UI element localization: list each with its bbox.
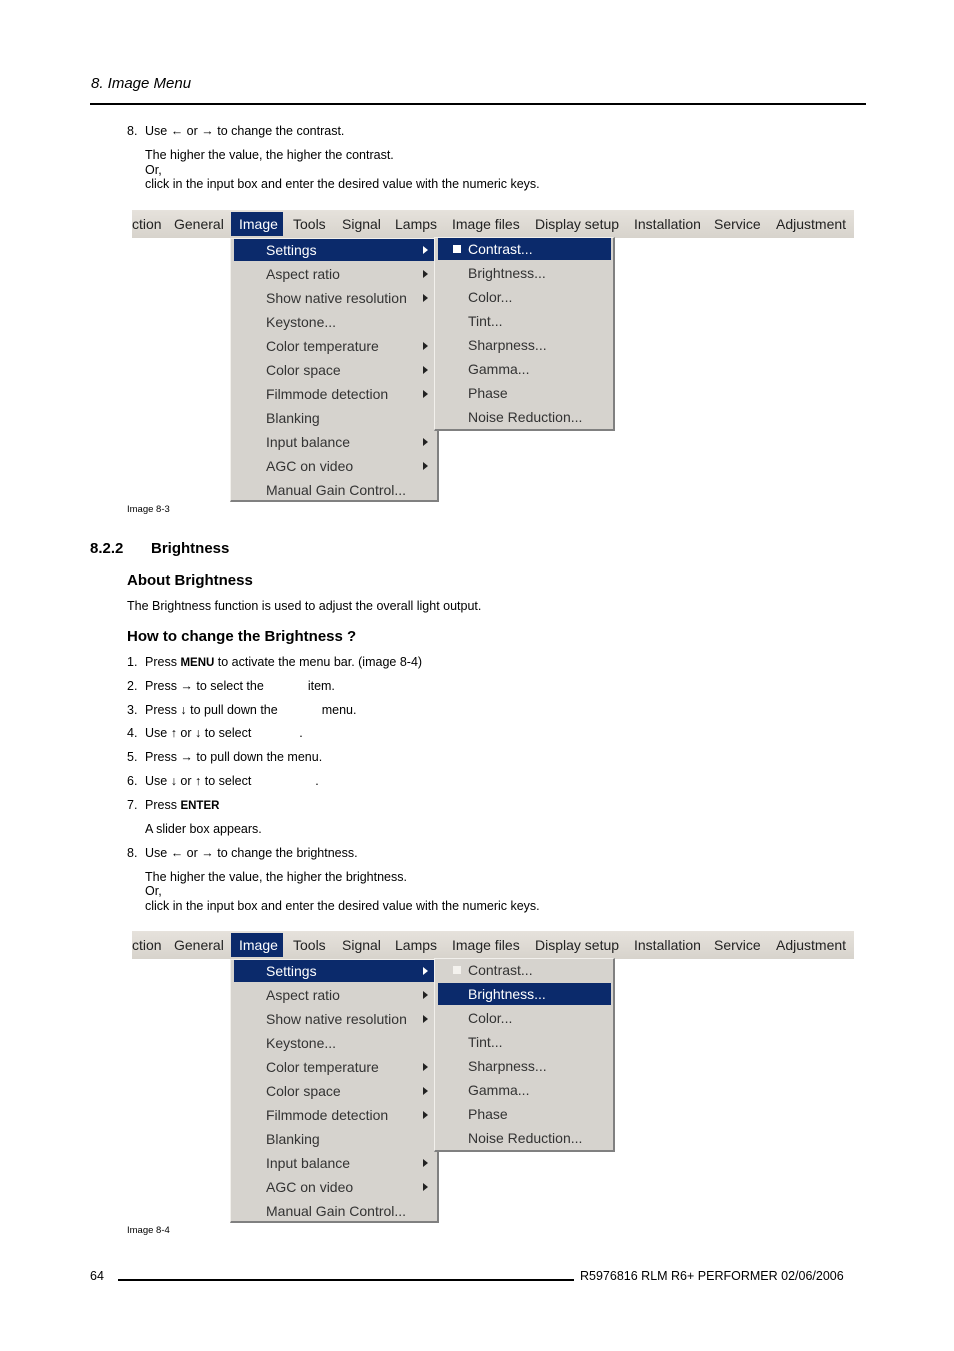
menu-item-aspect-ratio[interactable]: Aspect ratio xyxy=(234,263,434,285)
key-enter: ENTER xyxy=(180,800,220,812)
menu-item-color-temperature[interactable]: Color temperature xyxy=(234,335,434,357)
step-number: 8. xyxy=(127,124,138,138)
submenu-arrow-icon xyxy=(423,342,428,350)
step-4-text: Use ↑ or ↓ to select . xyxy=(145,726,303,740)
brightness-note-3: click in the input box and enter the desired value with the numeric keys. xyxy=(145,899,540,913)
image-caption: Image 8-3 xyxy=(127,504,170,515)
menu-screenshot-brightness xyxy=(132,931,854,1231)
menu-item-settings[interactable]: Settings xyxy=(234,239,434,261)
menubar-item-image-files[interactable]: Image files xyxy=(452,937,520,953)
menubar-item-installation[interactable]: Installation xyxy=(634,937,701,953)
submenu-item-sharpness[interactable]: Sharpness... xyxy=(468,1058,547,1074)
menu-screenshot-contrast xyxy=(132,210,854,510)
step-number: 3. xyxy=(127,703,138,717)
menubar-item-image[interactable] xyxy=(231,933,283,957)
menu-item-blanking[interactable]: Blanking xyxy=(266,410,320,426)
menubar-item-display-setup[interactable]: Display setup xyxy=(535,216,620,232)
step-7-text: Press ENTER xyxy=(145,798,220,812)
menu-bar xyxy=(132,210,854,238)
menu-item-manual-gain-control[interactable]: Manual Gain Control... xyxy=(266,1203,407,1219)
menubar-item-service[interactable]: Service xyxy=(714,937,761,953)
submenu-arrow-icon xyxy=(423,294,428,302)
submenu-arrow-icon xyxy=(423,462,428,470)
menubar-item-signal[interactable]: Signal xyxy=(342,937,381,953)
submenu-arrow-icon xyxy=(423,366,428,374)
menubar-item-action[interactable]: ction xyxy=(132,216,162,232)
menu-item-input-balance[interactable]: Input balance xyxy=(234,431,434,453)
step-number: 5. xyxy=(127,750,138,764)
section-number: 8.2.2 xyxy=(90,540,124,557)
menu-item-color-space[interactable]: Color space xyxy=(234,1080,434,1102)
menu-item-filmmode-detection[interactable]: Filmmode detection xyxy=(234,383,434,405)
menu-item-color-temperature[interactable]: Color temperature xyxy=(234,1056,434,1078)
menu-item-aspect-ratio[interactable]: Aspect ratio xyxy=(234,984,434,1006)
step-number: 7. xyxy=(127,798,138,812)
menu-item-agc-on-video[interactable]: AGC on video xyxy=(234,455,434,477)
selected-bullet-icon xyxy=(453,245,461,253)
submenu-item-tint[interactable]: Tint... xyxy=(468,313,503,329)
submenu-item-sharpness[interactable]: Sharpness... xyxy=(468,337,547,353)
submenu-item-gamma[interactable]: Gamma... xyxy=(468,1082,530,1098)
menu-item-agc-on-video[interactable]: AGC on video xyxy=(234,1176,434,1198)
menubar-item-lamps[interactable]: Lamps xyxy=(395,216,438,232)
menu-item-filmmode-detection[interactable]: Filmmode detection xyxy=(234,1104,434,1126)
submenu-item-noise-reduction[interactable]: Noise Reduction... xyxy=(468,409,583,425)
howto-heading: How to change the Brightness ? xyxy=(127,628,357,645)
slider-note: A slider box appears. xyxy=(145,822,262,836)
menu-item-keystone[interactable]: Keystone... xyxy=(266,314,337,330)
brightness-note-2: Or, xyxy=(145,884,162,898)
step-2-text: Press → to select the item. xyxy=(145,679,335,693)
submenu-arrow-icon xyxy=(423,1159,428,1167)
submenu-arrow-icon xyxy=(423,991,428,999)
about-text: The Brightness function is used to adjust the overall light output. xyxy=(127,599,482,613)
submenu-arrow-icon xyxy=(423,1015,428,1023)
step-number: 6. xyxy=(127,774,138,788)
submenu-arrow-icon xyxy=(423,270,428,278)
submenu-item-phase[interactable]: Phase xyxy=(468,1106,508,1122)
submenu-item-phase[interactable]: Phase xyxy=(468,385,508,401)
submenu-item-contrast[interactable]: Contrast... xyxy=(438,959,611,981)
menubar-item-image-files[interactable]: Image files xyxy=(452,216,520,232)
submenu-arrow-icon xyxy=(423,1087,428,1095)
submenu-arrow-icon xyxy=(423,390,428,398)
section-title: Brightness xyxy=(151,540,230,557)
step-3-text: Press ↓ to pull down the menu. xyxy=(145,703,357,717)
menubar-item-adjustment[interactable]: Adjustment xyxy=(776,937,847,953)
menubar-item-tools[interactable]: Tools xyxy=(293,937,326,953)
step-1-text: Press MENU to activate the menu bar. (image 8-4) xyxy=(145,655,423,669)
menubar-item-image-label: Image xyxy=(239,216,278,232)
menubar-item-adjustment[interactable]: Adjustment xyxy=(776,216,847,232)
submenu-item-gamma[interactable]: Gamma... xyxy=(468,361,530,377)
menubar-item-display-setup[interactable]: Display setup xyxy=(535,937,620,953)
step-text: Use ← or → to change the contrast. xyxy=(145,124,345,138)
step-number: 8. xyxy=(127,846,138,860)
step-6-text: Use ↓ or ↑ to select . xyxy=(145,774,319,788)
submenu-item-color[interactable]: Color... xyxy=(468,289,513,305)
submenu-item-brightness[interactable]: Brightness... xyxy=(468,265,546,281)
submenu-arrow-icon xyxy=(423,246,428,254)
step-number: 1. xyxy=(127,655,138,669)
menubar-item-image-label: Image xyxy=(239,937,278,953)
menubar-item-general[interactable]: General xyxy=(174,216,224,232)
submenu-item-tint[interactable]: Tint... xyxy=(468,1034,503,1050)
submenu-item-color[interactable]: Color... xyxy=(468,1010,513,1026)
menu-item-show-native-resolution[interactable]: Show native resolution xyxy=(234,1008,434,1030)
step-8-text: Use ← or → to change the brightness. xyxy=(145,846,358,860)
chapter-title: 8. Image Menu xyxy=(91,75,192,92)
submenu-item-contrast[interactable]: Contrast... xyxy=(438,238,611,260)
step-number: 2. xyxy=(127,679,138,693)
step-number: 4. xyxy=(127,726,138,740)
menu-bar xyxy=(132,931,854,959)
step-5-text: Press → to pull down the menu. xyxy=(145,750,323,764)
key-menu: MENU xyxy=(180,657,215,669)
menu-item-input-balance[interactable]: Input balance xyxy=(234,1152,434,1174)
menu-item-show-native-resolution[interactable]: Show native resolution xyxy=(234,287,434,309)
page-number: 64 xyxy=(90,1269,104,1283)
submenu-item-brightness[interactable]: Brightness... xyxy=(438,983,611,1005)
settings-submenu xyxy=(434,237,615,431)
menubar-item-service[interactable]: Service xyxy=(714,216,761,232)
menu-item-settings[interactable]: Settings xyxy=(234,960,434,982)
submenu-arrow-icon xyxy=(423,438,428,446)
menu-item-manual-gain-control[interactable]: Manual Gain Control... xyxy=(266,482,407,498)
submenu-item-noise-reduction[interactable]: Noise Reduction... xyxy=(468,1130,583,1146)
submenu-arrow-icon xyxy=(423,1183,428,1191)
menu-item-blanking[interactable]: Blanking xyxy=(266,1131,320,1147)
menu-item-color-space[interactable]: Color space xyxy=(234,359,434,381)
menubar-item-general[interactable]: General xyxy=(174,937,224,953)
contrast-note-3: click in the input box and enter the desired value with the numeric keys. xyxy=(145,177,540,191)
contrast-note-1: The higher the value, the higher the contrast. xyxy=(145,148,394,162)
bullet-icon xyxy=(453,966,461,974)
about-heading: About Brightness xyxy=(127,572,253,589)
brightness-note-1: The higher the value, the higher the brightness. xyxy=(145,870,407,884)
menubar-item-action[interactable]: ction xyxy=(132,937,162,953)
menubar-item-installation[interactable]: Installation xyxy=(634,216,701,232)
menu-item-keystone[interactable]: Keystone... xyxy=(266,1035,337,1051)
menubar-item-signal[interactable]: Signal xyxy=(342,216,381,232)
section-heading xyxy=(90,540,229,557)
settings-submenu xyxy=(434,958,615,1152)
menubar-item-lamps[interactable]: Lamps xyxy=(395,937,438,953)
document-id: R5976816 RLM R6+ PERFORMER 02/06/2006 xyxy=(580,1269,844,1283)
footer-rule xyxy=(118,1279,574,1281)
menubar-item-tools[interactable]: Tools xyxy=(293,216,326,232)
image-dropdown xyxy=(230,959,439,1223)
image-caption: Image 8-4 xyxy=(127,1225,170,1236)
submenu-arrow-icon xyxy=(423,1063,428,1071)
header-rule xyxy=(90,103,866,105)
image-dropdown xyxy=(230,238,439,502)
submenu-arrow-icon xyxy=(423,967,428,975)
contrast-note-2: Or, xyxy=(145,163,162,177)
submenu-arrow-icon xyxy=(423,1111,428,1119)
menubar-item-image[interactable] xyxy=(231,212,283,236)
